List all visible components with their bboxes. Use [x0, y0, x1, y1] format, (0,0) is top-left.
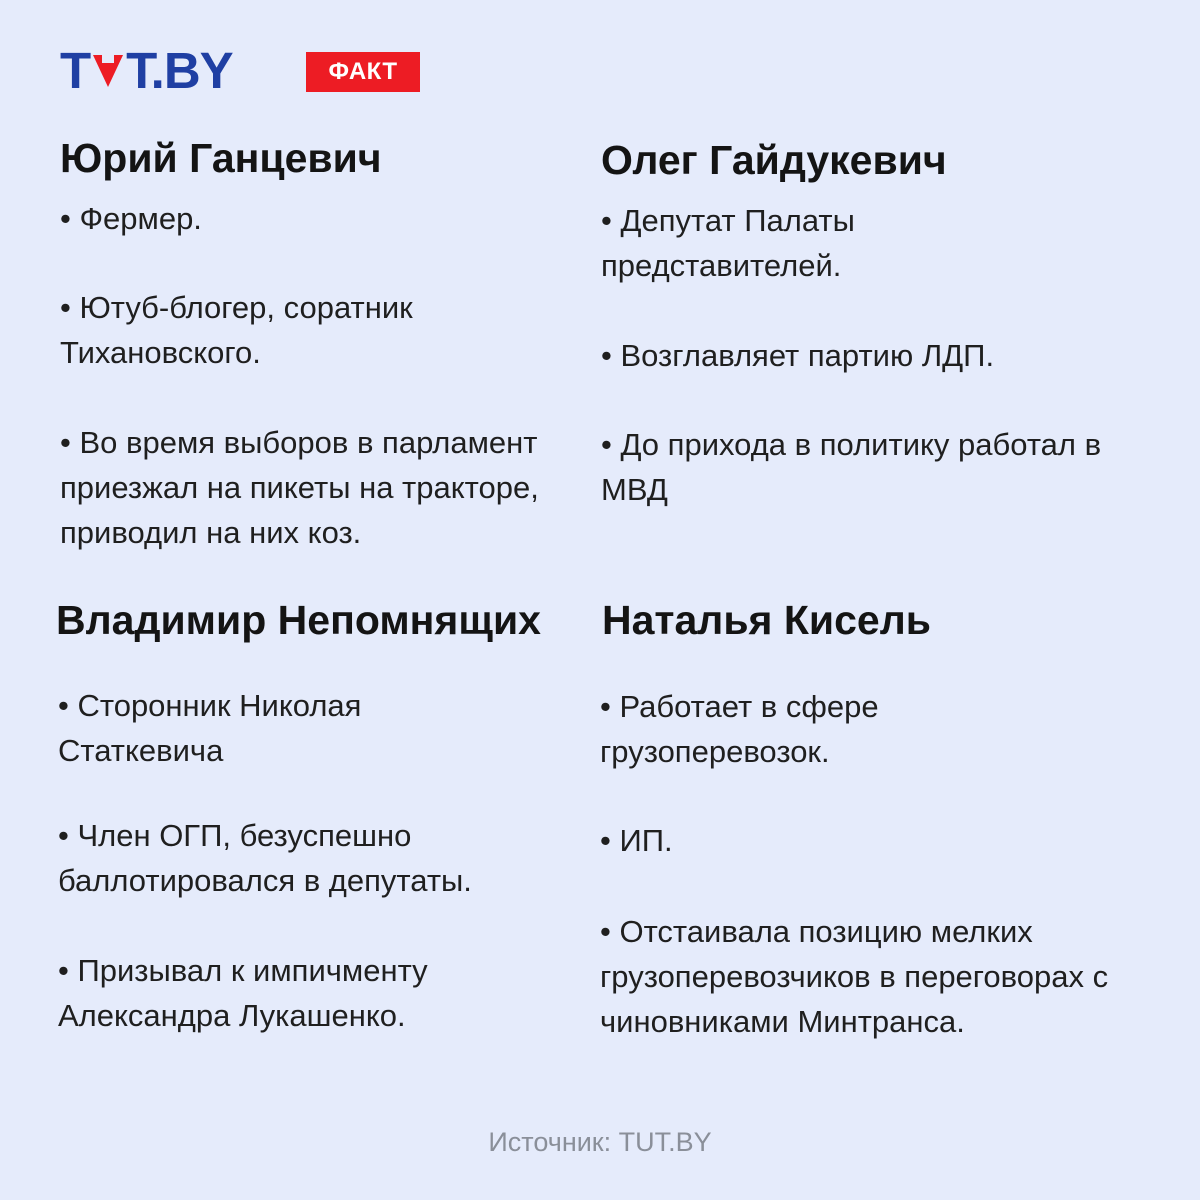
fact-item: • Работает в сфере грузоперевозок. [600, 689, 879, 769]
source-caption: Источник: TUT.BY [488, 1127, 712, 1157]
person-name: Наталья Кисель [602, 597, 931, 643]
fact-badge: ФАКТ [306, 52, 420, 92]
person-name: Олег Гайдукевич [601, 137, 947, 183]
fact-item: • Депутат Палаты представителей. [601, 203, 855, 283]
person-name: Владимир Непомнящих [56, 597, 541, 643]
logo-text-tby: T.BY [126, 42, 233, 99]
fact-item: • Член ОГП, безуспешно баллотировался в депутаты. [58, 818, 472, 898]
fact-item: • Призывал к импичменту Александра Лукашенко. [58, 953, 428, 1033]
person-name: Юрий Ганцевич [60, 135, 382, 181]
fact-item: • ИП. [600, 823, 673, 858]
fact-item: • Отстаивала позицию мелких грузоперевозчиков в переговорах с чиновниками Минтранса. [600, 914, 1109, 1039]
fact-item: • Сторонник Николая Статкевича [58, 688, 362, 768]
fact-item: • Фермер. [60, 201, 202, 236]
fact-item: • До прихода в политику работал в МВД [601, 427, 1102, 507]
fact-item: • Ютуб-блогер, соратник Тихановского. [60, 290, 413, 370]
heart-icon [91, 51, 125, 91]
tutby-logo [60, 42, 233, 99]
fact-item: • Возглавляет партию ЛДП. [601, 338, 995, 373]
fact-item: • Во время выборов в парламент приезжал на пикеты на тракторе, приводил на них коз. [60, 425, 539, 550]
logo-text-t: T [60, 42, 91, 99]
